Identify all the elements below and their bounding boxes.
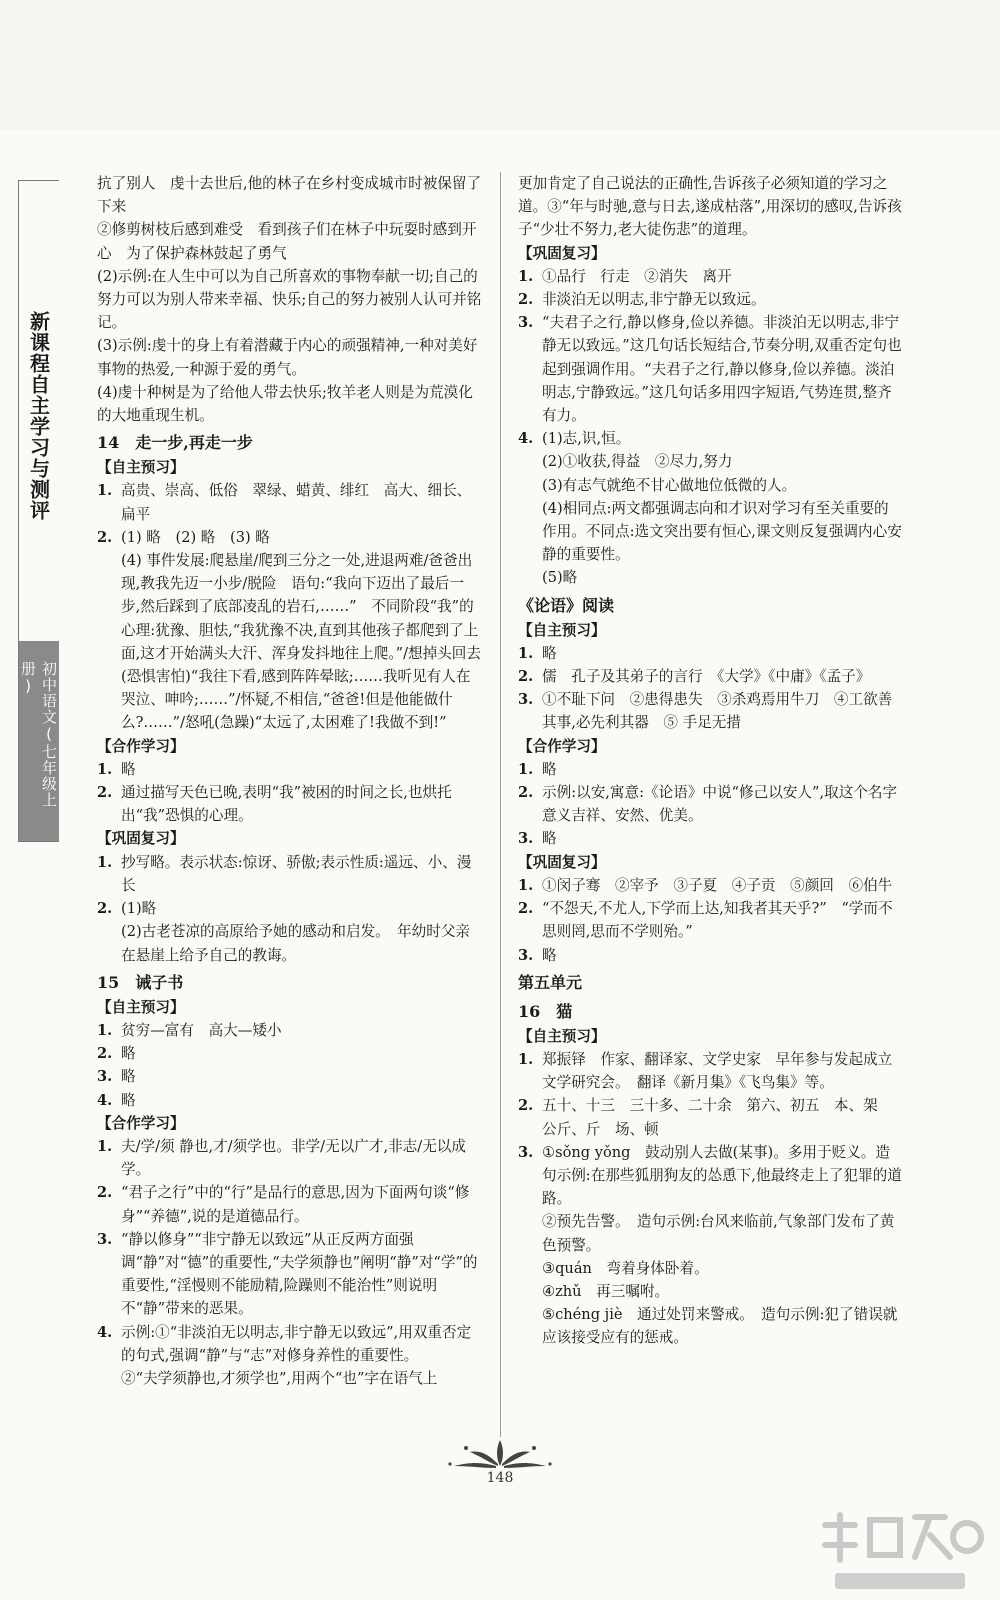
section-heading: 第五单元 bbox=[518, 972, 583, 992]
item-text: “夫君子之行,静以修身,俭以养德。非淡泊无以明志,非宁静无以致远。”这几句话长短结合,节奏分明,双重否定句也起到强调作用。“夫君子之行,静以修身,俭以养德。淡泊明志,宁静致远。”这几句话多用四字短语,气势连贯,整齐有力。 bbox=[542, 314, 902, 425]
left-column bbox=[97, 172, 482, 1390]
page-top-margin bbox=[0, 0, 1000, 130]
item-text: 略 bbox=[542, 830, 557, 848]
item-text: (1) 略 (2) 略 (3) 略 bbox=[121, 528, 270, 546]
subsection-heading: 【合作学习】 bbox=[518, 737, 606, 755]
item-number: 3. bbox=[518, 830, 534, 848]
item-number: 3. bbox=[97, 1068, 113, 1086]
section-heading: 15 诫子书 bbox=[97, 972, 184, 992]
page-number: 148 bbox=[486, 1470, 514, 1486]
subsection-heading: 【自主预习】 bbox=[97, 459, 185, 477]
item-text: 略 bbox=[121, 1091, 136, 1109]
answer-paragraph: ②修剪树枝后感到难受 看到孩子们在林子中玩耍时感到开心 为了保护森林鼓起了勇气 bbox=[97, 221, 477, 262]
answer-item bbox=[97, 758, 482, 781]
item-text: ①不耻下问 ②患得患失 ③杀鸡焉用牛刀 ④工欲善其事,必先利其器 ⑤ 手足无措 bbox=[542, 691, 893, 732]
answer-item bbox=[97, 1089, 482, 1112]
column-divider bbox=[500, 172, 501, 1437]
item-text: 略 bbox=[121, 760, 136, 778]
item-text: 示例:①“非淡泊无以明志,非宁静无以致远”,用双重否定的句式,强调“静”与“志”对修身养性的重要性。 bbox=[121, 1323, 472, 1364]
item-text: 高贵、崇高、低俗 翠绿、蜡黄、绯红 高大、细长、扁平 bbox=[121, 482, 472, 523]
answer-item bbox=[97, 781, 482, 827]
answer-subitem: (2)①收获,得益 ②尽力,努力 bbox=[542, 453, 733, 471]
answer-item bbox=[97, 1019, 482, 1042]
item-number: 2. bbox=[97, 900, 113, 918]
answer-item bbox=[97, 851, 482, 897]
answer-subitem: (2)古老苍凉的高原给予她的感动和启发。 年幼时父亲在悬崖上给予自己的教诲。 bbox=[121, 923, 471, 964]
subsection-heading: 【自主预习】 bbox=[518, 1027, 606, 1045]
answer-item bbox=[97, 1228, 482, 1321]
answer-item bbox=[97, 526, 482, 549]
answer-subitem: ④zhǔ 再三嘱咐。 bbox=[542, 1282, 670, 1300]
item-text: 儒 孔子及其弟子的言行 《大学》《中庸》《孟子》 bbox=[542, 668, 871, 686]
item-number: 4. bbox=[97, 1323, 113, 1341]
item-number: 1. bbox=[518, 760, 534, 778]
item-text: 示例:以安,寓意:《论语》中说“修己以安人”,取这个名字意义吉祥、安然、优美。 bbox=[542, 784, 898, 825]
item-number: 2. bbox=[518, 784, 534, 802]
answer-item bbox=[518, 827, 903, 850]
subsection-heading: 【自主预习】 bbox=[518, 621, 606, 639]
item-number: 3. bbox=[518, 1143, 534, 1161]
subsection-heading: 【合作学习】 bbox=[97, 737, 185, 755]
item-text: ①sǒng yǒng 鼓动别人去做(某事)。多用于贬义。造句示例:在那些狐朋狗友的怂恿下,他最终走上了犯罪的道路。 bbox=[542, 1143, 902, 1208]
item-number: 4. bbox=[518, 430, 534, 448]
item-text: 抄写略。表示状态:惊讶、骄傲;表示性质:遥远、小、漫长 bbox=[121, 853, 472, 894]
subsection-heading: 【自主预习】 bbox=[97, 998, 185, 1016]
item-text: 贫穷—富有 高大—矮小 bbox=[121, 1021, 282, 1039]
answer-item bbox=[518, 897, 903, 943]
item-number: 1. bbox=[97, 853, 113, 871]
item-number: 3. bbox=[518, 314, 534, 332]
item-number: 2. bbox=[518, 1097, 534, 1115]
answer-item bbox=[518, 311, 903, 427]
answer-item bbox=[518, 427, 903, 450]
answer-item bbox=[97, 1321, 482, 1367]
item-number: 2. bbox=[97, 784, 113, 802]
answer-subitem: (3)有志气就绝不甘心做地位低微的人。 bbox=[542, 476, 797, 494]
answer-item bbox=[518, 1048, 903, 1094]
answer-item bbox=[518, 665, 903, 688]
answer-item bbox=[518, 642, 903, 665]
answer-item bbox=[97, 1042, 482, 1065]
answer-item bbox=[518, 1094, 903, 1140]
subsection-heading: 【巩固复习】 bbox=[518, 853, 606, 871]
item-text: “君子之行”中的“行”是品行的意思,因为下面两句谈“修身”“养德”,说的是道德品行。 bbox=[121, 1184, 470, 1225]
item-number: 3. bbox=[518, 691, 534, 709]
item-number: 2. bbox=[518, 291, 534, 309]
answer-item bbox=[518, 1141, 903, 1211]
answer-paragraph: 抗了别人 虔十去世后,他的林子在乡村变成城市时被保留了下来 bbox=[97, 175, 482, 216]
item-text: 略 bbox=[121, 1045, 136, 1063]
item-number: 1. bbox=[518, 1050, 534, 1068]
item-text: 略 bbox=[542, 760, 557, 778]
item-text: 略 bbox=[542, 946, 557, 964]
item-number: 1. bbox=[97, 1137, 113, 1155]
answer-subitem: (4)相同点:两文都强调志向和才识对学习有至关重要的作用。不同点:选文突出要有恒心,课文则反复强调内心安静的重要性。 bbox=[542, 499, 902, 564]
side-tab-subject bbox=[19, 641, 59, 841]
answer-item bbox=[97, 897, 482, 920]
answer-subitem: (5)略 bbox=[542, 569, 578, 587]
item-text: (1)志,识,恒。 bbox=[542, 430, 631, 448]
right-column bbox=[518, 172, 903, 1350]
side-tab bbox=[18, 180, 59, 842]
answer-item bbox=[518, 874, 903, 897]
item-number: 1. bbox=[518, 876, 534, 894]
section-heading: 14 走一步,再走一步 bbox=[97, 433, 253, 453]
subsection-heading: 【巩固复习】 bbox=[518, 244, 606, 262]
answer-item bbox=[518, 688, 903, 734]
side-tab-series bbox=[19, 181, 59, 631]
item-number: 3. bbox=[97, 1230, 113, 1248]
answer-item bbox=[97, 1135, 482, 1181]
item-number: 1. bbox=[97, 760, 113, 778]
answer-subitem: (4) 事件发展:爬悬崖/爬到三分之一处,进退两难/爸爸出现,教我先迈一小步/脱险 语句:“我向下迈出了最后一步,然后踩到了底部凌乱的岩石,……” 不同阶段“我”的心理:犹豫、胆怯,“我犹豫不决,直到其他孩子都爬到了上面,这才开始满头大汗、浑身发抖地往上爬。”/想掉头回去(恐惧害怕)“我往下看,感到阵阵晕眩;……我听见有人在哭泣、呻吟;……”/怀疑,不相信,“爸爸!但是他能做什么?……”/怒吼(急躁)“太远了,太困难了!我做不到!” bbox=[121, 552, 481, 732]
item-text: (1)略 bbox=[121, 900, 157, 918]
answer-item bbox=[518, 781, 903, 827]
item-number: 1. bbox=[518, 644, 534, 662]
section-heading: 16 猫 bbox=[518, 1001, 573, 1021]
answer-item bbox=[518, 288, 903, 311]
answer-item bbox=[518, 944, 903, 967]
subsection-heading: 【巩固复习】 bbox=[97, 830, 185, 848]
item-text: 非淡泊无以明志,非宁静无以致远。 bbox=[542, 291, 766, 309]
item-text: “不怨天,不尤人,下学而上达,知我者其天乎?” “学而不思则罔,思而不学则殆。” bbox=[542, 900, 893, 941]
answer-paragraph: (4)虔十种树是为了给他人带去快乐;牧羊老人则是为荒漠化的大地重现生机。 bbox=[97, 383, 473, 425]
item-number: 1. bbox=[97, 482, 113, 500]
item-text: 通过描写天色已晚,表明“我”被困的时间之长,也烘托出“我”恐惧的心理。 bbox=[121, 784, 452, 825]
answer-item bbox=[518, 758, 903, 781]
answer-subitem: ②“夫学须静也,才须学也”,用两个“也”字在语气上 bbox=[121, 1369, 438, 1387]
item-text: 五十、十三 三十多、二十余 第六、初五 本、架 公斤、斤 场、顿 bbox=[542, 1097, 893, 1138]
item-text: “静以修身”“非宁静无以致远”从正反两方面强调“静”对“德”的重要性,“夫学须静也”阐明“静”对“学”的重要性,“淫慢则不能励精,险躁则不能治性”则说明不“静”带来的恶果。 bbox=[121, 1230, 478, 1318]
item-text: 郑振铎 作家、翻译家、文学史家 早年参与发起成立文学研究会。 翻译《新月集》《飞鸟集》等。 bbox=[542, 1050, 893, 1092]
section-heading: 《论语》阅读 bbox=[518, 595, 615, 615]
series-title: 新课程自主学习与测评 bbox=[26, 311, 51, 521]
item-text: 夫/学/须 静也,才/须学也。非学/无以广才,非志/无以成学。 bbox=[121, 1137, 466, 1179]
item-number: 1. bbox=[518, 267, 534, 285]
item-number: 1. bbox=[97, 1021, 113, 1039]
flourish-ornament-icon bbox=[440, 1436, 560, 1474]
answer-subitem: ②预先告警。 造句示例:台风来临前,气象部门发布了黄色预警。 bbox=[542, 1213, 895, 1254]
answer-item bbox=[97, 479, 482, 525]
answer-subitem: ⑤chéng jiè 通过处罚来警戒。 造句示例:犯了错误就应该接受应有的惩戒。 bbox=[542, 1306, 898, 1347]
answer-paragraph: 更加肯定了自己说法的正确性,告诉孩子必须知道的学习之道。③“年与时驰,意与日去,遂成枯落”,用深切的感叹,告诉孩子“少壮不努力,老大徒伤悲”的道理。 bbox=[518, 175, 902, 239]
answer-item bbox=[97, 1065, 482, 1088]
item-number: 2. bbox=[97, 1184, 113, 1202]
item-number: 4. bbox=[97, 1091, 113, 1109]
answer-paragraph: (3)示例:虔十的身上有着潜藏于内心的顽强精神,一种对美好事物的热爱,一种源于爱的勇气。 bbox=[97, 337, 478, 378]
item-number: 2. bbox=[518, 668, 534, 686]
item-text: ①品行 行走 ②消失 离开 bbox=[542, 267, 732, 285]
subsection-heading: 【合作学习】 bbox=[97, 1114, 185, 1132]
answer-paragraph: (2)示例:在人生中可以为自己所喜欢的事物奉献一切;自己的努力可以为别人带来幸福、快乐;自己的努力被别人认可并铭记。 bbox=[97, 267, 482, 332]
subject-label: 初中语文(七年级上册) bbox=[19, 661, 58, 808]
watermark-logo-icon bbox=[815, 1505, 985, 1595]
answer-item bbox=[518, 265, 903, 288]
item-text: ①闵子骞 ②宰予 ③子夏 ④子贡 ⑤颜回 ⑥伯牛 bbox=[542, 876, 893, 894]
answer-item bbox=[97, 1181, 482, 1227]
item-number: 2. bbox=[97, 1045, 113, 1063]
item-text: 略 bbox=[121, 1068, 136, 1086]
answer-subitem: ③quán 弯着身体卧着。 bbox=[542, 1259, 709, 1277]
item-number: 3. bbox=[518, 946, 534, 964]
item-number: 2. bbox=[518, 900, 534, 918]
item-text: 略 bbox=[542, 644, 557, 662]
item-number: 2. bbox=[97, 528, 113, 546]
